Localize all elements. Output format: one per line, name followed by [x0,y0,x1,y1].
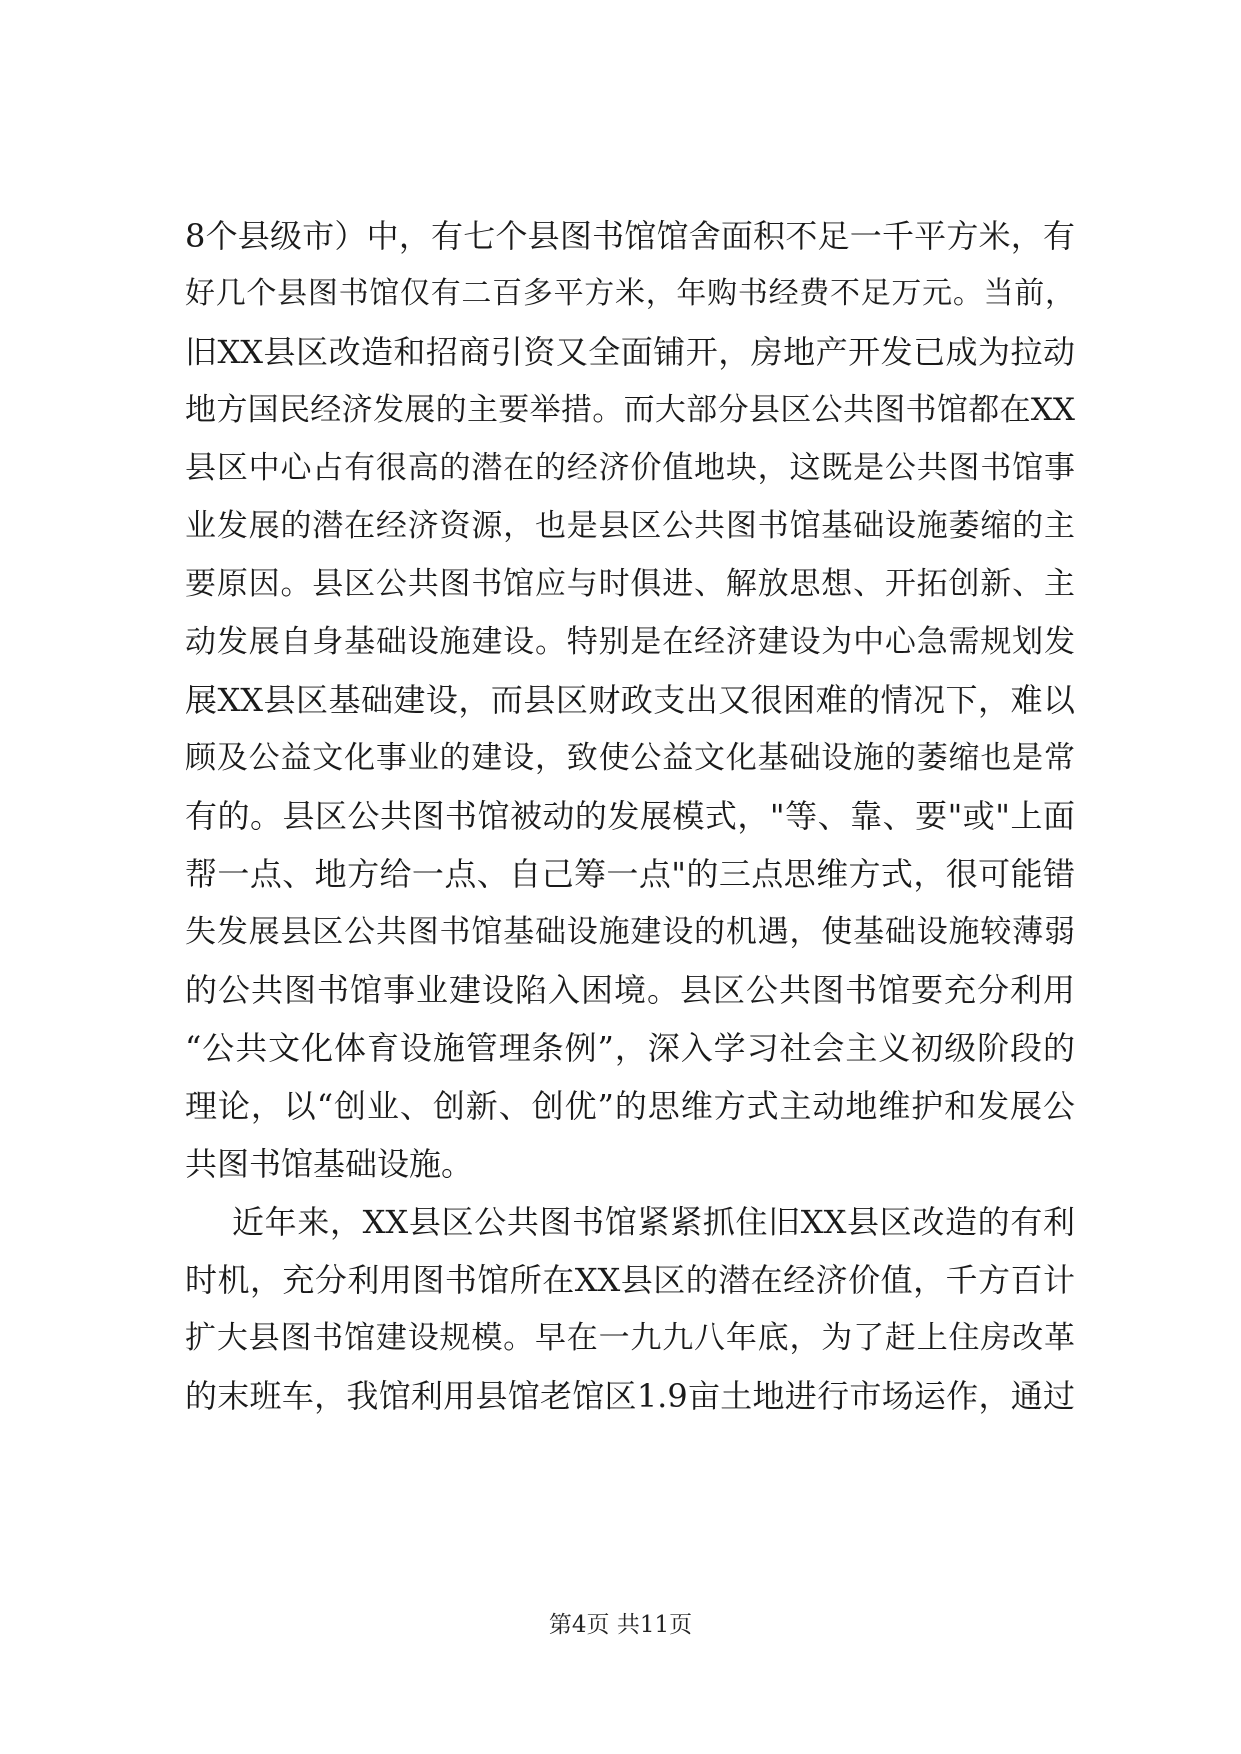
text-line: 的公共图书馆事业建设陷入困境。县区公共图书馆要充分利用 [185,971,1075,1009]
text-line: 时机，充分利用图书馆所在XX县区的潜在经济价值，千方百计 [185,1261,1075,1299]
text-line: 的末班车，我馆利用县馆老馆区1.9亩土地进行市场运作，通过 [185,1377,1075,1415]
text-line: 顾及公益文化事业的建设，致使公益文化基础设施的萎缩也是常 [185,740,1075,776]
text-line: 展XX县区基础建设，而县区财政支出又很困难的情况下，难以 [185,681,1075,719]
text-line: 失发展县区公共图书馆基础设施建设的机遇，使基础设施较薄弱 [185,914,1075,950]
text-line: 好几个县图书馆仅有二百多平方米，年购书经费不足万元。当前， [185,276,1075,311]
page-number-footer: 第4页 共11页 [548,1612,693,1638]
text-line: 有的。县区公共图书馆被动的发展模式，"等、靠、要"或"上面 [185,797,1075,835]
text-line: 近年来，XX县区公共图书馆紧紧抓住旧XX县区改造的有利 [232,1203,1075,1241]
text-line: 动发展自身基础设施建设。特别是在经济建设为中心急需规划发 [185,624,1075,660]
text-line: 帮一点、地方给一点、自己筹一点"的三点思维方式，很可能错 [185,855,1075,893]
text-line: 8个县级市）中，有七个县图书馆馆舍面积不足一千平方米，有 [185,217,1075,255]
text-line: 业发展的潜在经济资源，也是县区公共图书馆基础设施萎缩的主 [185,508,1075,544]
text-line: 旧XX县区改造和招商引资又全面铺开，房地产开发已成为拉动 [185,333,1075,371]
text-line: “公共文化体育设施管理条例”，深入学习社会主义初级阶段的 [185,1029,1075,1067]
text-line: 理论，以“创业、创新、创优”的思维方式主动地维护和发展公 [185,1087,1075,1125]
text-line: 共图书馆基础设施。 [185,1145,474,1183]
text-line: 要原因。县区公共图书馆应与时俱进、解放思想、开拓创新、主 [185,566,1075,602]
text-line: 县区中心占有很高的潜在的经济价值地块，这既是公共图书馆事 [185,450,1075,486]
text-line: 扩大县图书馆建设规模。早在一九九八年底，为了赶上住房改革 [185,1320,1075,1356]
text-line: 地方国民经济发展的主要举措。而大部分县区公共图书馆都在XX [185,392,1075,428]
